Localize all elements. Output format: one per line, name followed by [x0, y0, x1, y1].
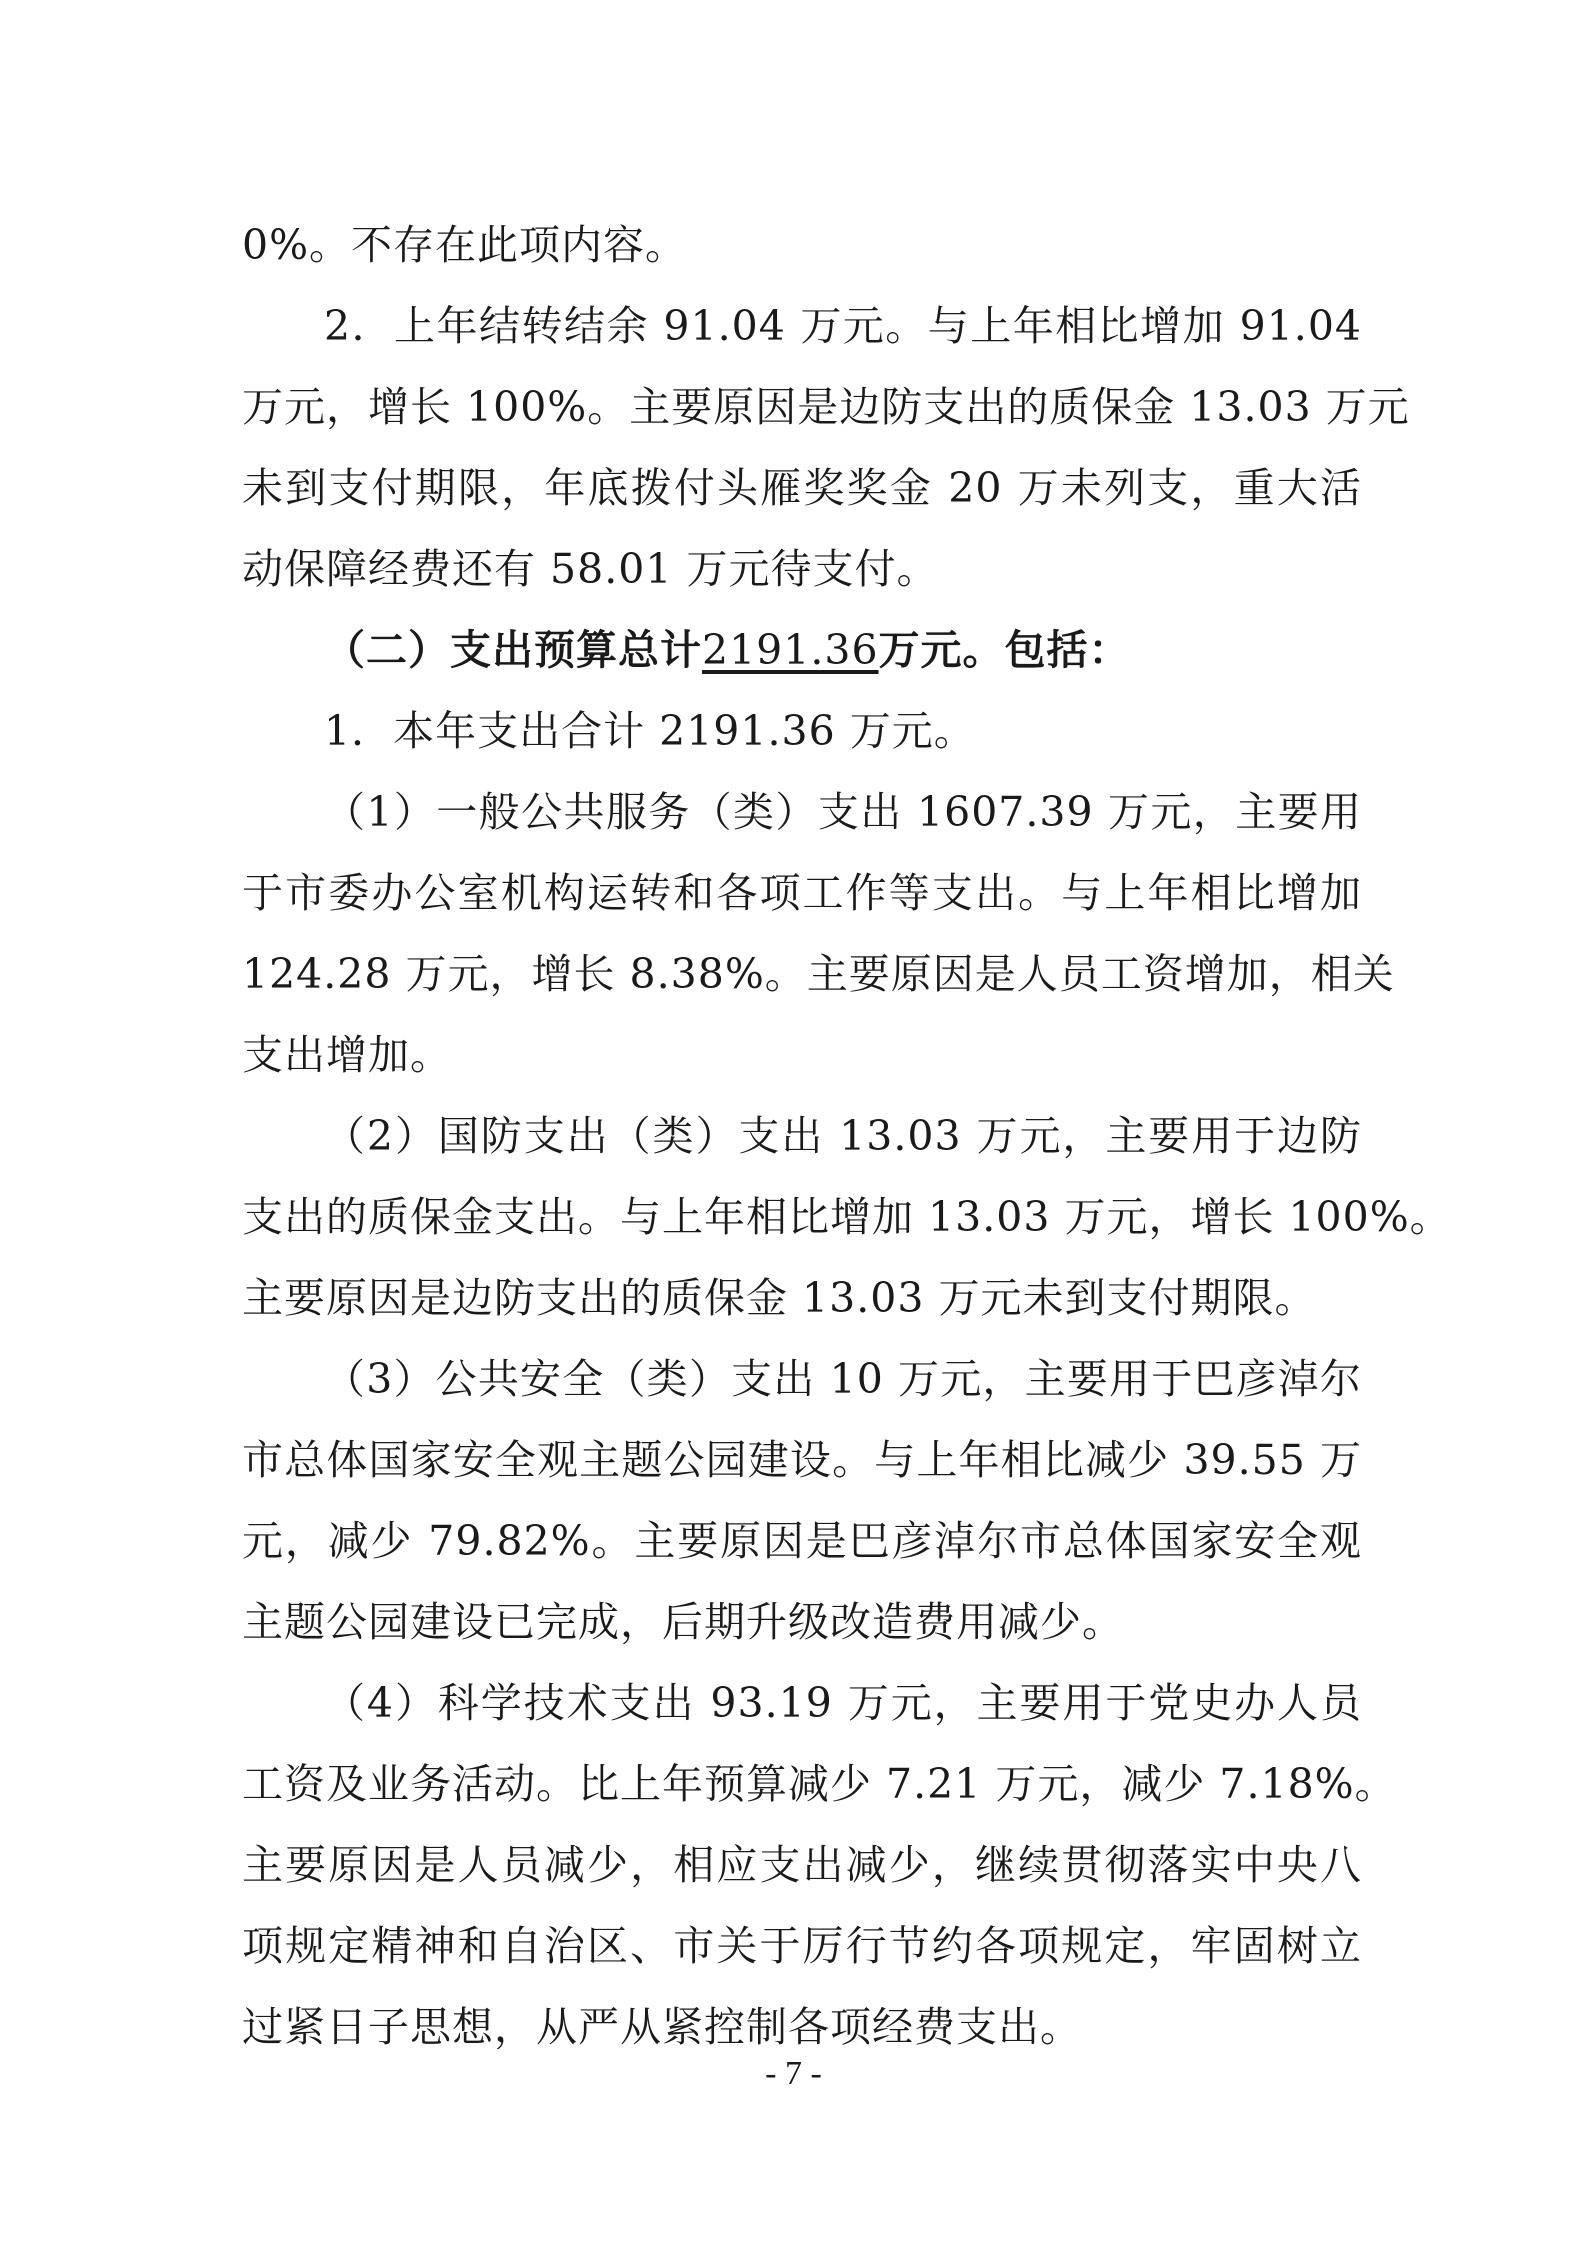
paragraph-line: 主要原因是人员减少，相应支出减少，继续贯彻落实中央八 — [242, 1841, 1362, 1889]
paragraph-line: 过紧日子思想，从严从紧控制各项经费支出。 — [242, 2003, 1082, 2051]
paragraph-line: 支出增加。 — [242, 1031, 452, 1079]
paragraph-line: （2）国防支出（类）支出 13.03 万元，主要用于边防 — [324, 1112, 1362, 1160]
paragraph-line: 未到支付期限，年底拨付头雁奖奖金 20 万未列支，重大活 — [242, 464, 1362, 512]
section-heading-amount: 2191.36 — [702, 626, 879, 674]
paragraph-line: 项规定精神和自治区、市关于厉行节约各项规定，牢固树立 — [242, 1922, 1362, 1970]
paragraph-line: （1）一般公共服务（类）支出 1607.39 万元，主要用 — [324, 788, 1362, 836]
paragraph-line: 主要原因是边防支出的质保金 13.03 万元未到支付期限。 — [242, 1274, 1317, 1322]
paragraph-line: 2．上年结转结余 91.04 万元。与上年相比增加 91.04 — [324, 302, 1362, 350]
paragraph-line: 市总体国家安全观主题公园建设。与上年相比减少 39.55 万 — [242, 1436, 1362, 1484]
paragraph-line: 0%。不存在此项内容。 — [242, 221, 688, 269]
paragraph-line: 于市委办公室机构运转和各项工作等支出。与上年相比增加 — [242, 869, 1362, 917]
paragraph-line: 1．本年支出合计 2191.36 万元。 — [324, 707, 976, 755]
section-heading — [324, 620, 1362, 680]
page-number: - 7 - — [765, 2055, 822, 2092]
paragraph-line: 元，减少 79.82%。主要原因是巴彦淖尔市总体国家安全观 — [242, 1517, 1362, 1565]
paragraph-line: 工资及业务活动。比上年预算减少 7.21 万元，减少 7.18%。 — [242, 1760, 1397, 1808]
paragraph-line: 支出的质保金支出。与上年相比增加 13.03 万元，增长 100%。 — [242, 1193, 1452, 1241]
paragraph-line: （4）科学技术支出 93.19 万元，主要用于党史办人员 — [324, 1679, 1362, 1727]
section-heading-prefix: （二）支出预算总计 — [324, 626, 702, 674]
section-heading-suffix: 万元。包括： — [878, 626, 1131, 674]
paragraph-line: 动保障经费还有 58.01 万元待支付。 — [242, 545, 939, 593]
paragraph-line: 124.28 万元，增长 8.38%。主要原因是人员工资增加，相关 — [242, 950, 1395, 998]
paragraph-line: 万元，增长 100%。主要原因是边防支出的质保金 13.03 万元 — [242, 383, 1410, 431]
paragraph-line: （3）公共安全（类）支出 10 万元，主要用于巴彦淖尔 — [324, 1355, 1362, 1403]
paragraph-line: 主题公园建设已完成，后期升级改造费用减少。 — [242, 1598, 1124, 1646]
